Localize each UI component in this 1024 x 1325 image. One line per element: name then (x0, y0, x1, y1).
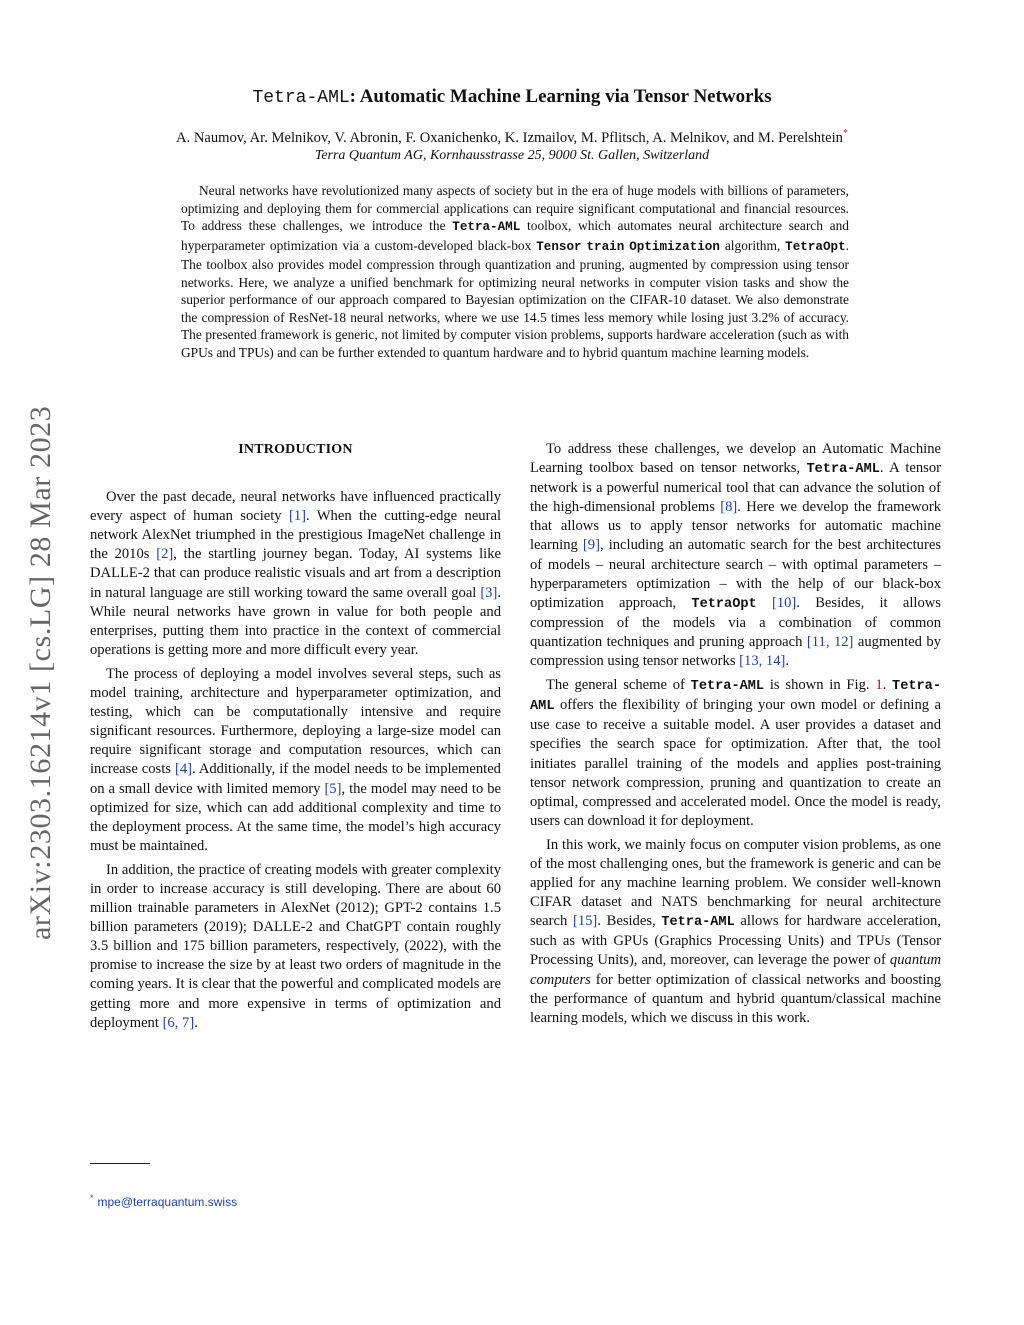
abstract-optimizer-name: TetraOpt (785, 239, 846, 254)
author-footnote-mark[interactable]: * (842, 128, 848, 139)
abstract (181, 182, 849, 361)
right-column (530, 440, 941, 1033)
footnote (90, 1193, 237, 1209)
abstract-tt-word: train (586, 239, 625, 254)
tool-name: Tetra-AML (690, 679, 765, 695)
abstract-text: algorithm, (719, 237, 786, 253)
paragraph: The process of deploying a model involves several steps, such as model training, architecture and hyperparameter optimization, and testing, which can be computationally intensive and require significant resources. Furthermore, deploying a large-size model can require significant storage and computation resources, which can increase costs [4]. Additionally, if the model needs to be implemented on a small device with limited memory [5], the model may need to be optimized for size, which can add additional complexity and time to the deployment process. At the same time, the model’s high accuracy must be maintained. (90, 665, 501, 854)
footnote-divider (90, 1163, 150, 1164)
abstract-text: toolbox, which automates neural architecture search and hyperparameter optimization via a custom-developed black-box (181, 218, 849, 253)
abstract-tt-word: Tensor (536, 239, 582, 254)
citation-link[interactable]: [4] (174, 761, 192, 778)
citation-link[interactable]: [2] (156, 546, 174, 563)
authors-text: A. Naumov, Ar. Melnikov, V. Abronin, F. Oxanichenko, K. Izmailov, M. Pflitsch, A. Melnikov, and M. Perelshtein (176, 129, 843, 146)
citation-link[interactable]: [11, 12] (806, 633, 854, 650)
tool-name: Tetra-AML (806, 462, 880, 478)
arxiv-stamp: arXiv:2303.16214v1 [cs.LG] 28 Mar 2023 (24, 405, 57, 940)
citation-link[interactable]: [9] (582, 537, 600, 554)
affiliation: Terra Quantum AG, Kornhausstrasse 25, 9000 St. Gallen, Switzerland (314, 148, 710, 163)
paragraph: In this work, we mainly focus on computer vision problems, as one of the most challenging ones, but the framework is generic and can be applied for any machine learning problem. We consider well-known CIFAR dataset and NATS benchmarking for neural architecture search [15]. Besides, Tetra-AML allows for hardware acceleration, such as with GPUs (Graphics Processing Units) and TPUs (Tensor Processing Units), and, moreover, can leverage the power of quantum computers for better optimization of classical networks and boosting the performance of quantum and hybrid quantum/classical machine learning models, which we discuss in this work. (530, 836, 941, 1026)
abstract-text: . The toolbox also provides model compression through quantization and pruning, augmented by compression using tensor networks. Here, we analyze a unified benchmark for optimizing neural networks in computer vision tasks and show the superior performance of our approach compared to Bayesian optimization on the CIFAR-10 dataset. We also demonstrate the compression of ResNet-18 neural networks, where we use 14.5 times less memory while losing just 3.2% of accuracy. The presented framework is generic, not limited by computer vision problems, supports hardware acceleration (such as with GPUs and TPUs) and can be further extended to quantum hardware and to hybrid quantum machine learning models. (181, 237, 849, 360)
emphasis: quantum computers (530, 952, 941, 988)
abstract-tt-word: Optimization (629, 239, 720, 254)
abstract-tool-name: Tetra-AML (452, 220, 521, 234)
paper-title (0, 86, 1024, 108)
section-heading-introduction: INTRODUCTION (238, 442, 353, 457)
title-text: : Automatic Machine Learning via Tensor Networks (349, 86, 772, 107)
paragraph: The general scheme of Tetra-AML is shown in Fig. 1. Tetra-AML offers the flexibility of bringing your own model or defining a use case to receive a suitable model. A user provides a dataset and specifies the search space for optimization. After that, the tool initiates parallel training of the models and applies post-training tensor network compression, pruning and quantization to create an optimal, compressed and accelerated model. Once the model is ready, users can download it for deployment. (530, 677, 941, 829)
paragraph: To address these challenges, we develop an Automatic Machine Learning toolbox based on tensor networks, Tetra-AML. A tensor network is a powerful numerical tool that can advance the solution of the high-dimensional problems [8]. Here we develop the framework that allows us to apply tensor networks for automatic machine learning [9], including an automatic search for the best architectures of models – neural architecture search – with optimal parameters – hyperparameters optimization – with the help of our black-box optimization approach, TetraOpt [10]. Besides, it allows compression of the models via a combination of common quantization techniques and pruning approach [11, 12] augmented by compression using tensor networks [13, 14]. (530, 441, 942, 670)
left-column (90, 440, 501, 1038)
email-link[interactable]: mpe@terraquantum.swiss (97, 1195, 238, 1209)
citation-link[interactable]: [1] (288, 508, 307, 525)
citation-link[interactable]: [5] (324, 780, 342, 797)
citation-link[interactable]: [6, 7] (162, 1014, 195, 1031)
title-tool-name: Tetra-AML (252, 88, 350, 108)
citation-link[interactable]: [10] (771, 594, 797, 611)
footnote-mark: * (90, 1193, 94, 1203)
citation-link[interactable]: [8] (720, 499, 738, 516)
author-list (40, 128, 984, 147)
abstract-text: Neural networks have revolutionized many aspects of society but in the era of huge models with billions of parameters, optimizing and deploying them for commercial applications can require significant computational and financial resources. To address these challenges, we introduce the (181, 183, 849, 233)
citation-link[interactable]: [3] (480, 584, 498, 601)
optimizer-name: TetraOpt (691, 596, 757, 612)
tool-name: Tetra-AML (530, 679, 941, 715)
citation-link[interactable]: [13, 14] (739, 653, 786, 670)
figure-link[interactable]: 1 (875, 677, 883, 694)
tool-name: Tetra-AML (661, 915, 735, 931)
citation-link[interactable]: [15] (572, 913, 598, 930)
paragraph: In addition, the practice of creating models with greater complexity in order to increase accuracy is still developing. There are about 60 million trainable parameters in AlexNet (2012); GPT-2 contains 1.5 billion parameters (2019); DALLE-2 and ChatGPT contain roughly 3.5 billion and 175 billion parameters, respectively, (2022), with the promise to increase the size by at least two orders of magnitude in the coming years. It is clear that the powerful and complicated models are getting more and more expensive in terms of optimization and deployment [6, 7]. (90, 861, 501, 1031)
paragraph: Over the past decade, neural networks have influenced practically every aspect of human society [1]. When the cutting-edge neural network AlexNet triumphed in the prestigious ImageNet challenge in the 2010s [2], the startling journey began. Today, AI systems like DALLE-2 that can produce realistic visuals and art from a description in natural language are still working toward the same overall goal [3]. While neural networks have grown in value for both people and enterprises, putting them into practice in the context of commercial operations is getting more and more difficult every year. (90, 489, 501, 658)
